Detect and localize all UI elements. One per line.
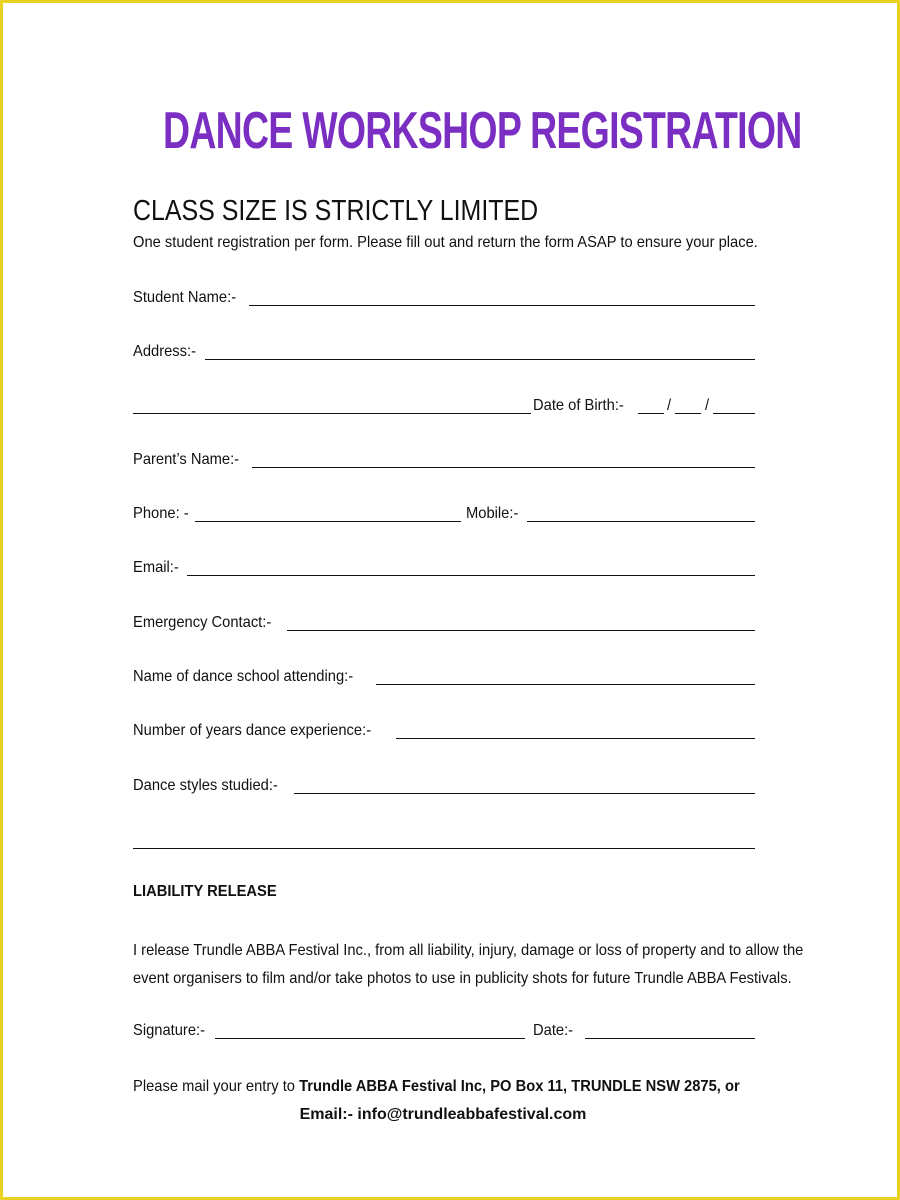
form-subtitle: CLASS SIZE IS STRICTLY LIMITED	[133, 195, 539, 227]
emergency-contact-field[interactable]	[133, 610, 755, 634]
address-dob-row[interactable]	[133, 393, 755, 417]
dance-school-label: Name of dance school attending:-	[133, 668, 354, 685]
dob-separator: /	[667, 397, 672, 414]
parents-name-label: Parent’s Name:-	[133, 451, 240, 468]
dance-school-input[interactable]	[376, 684, 755, 685]
dance-styles-input-line2[interactable]	[133, 848, 755, 849]
student-name-input[interactable]	[249, 305, 755, 306]
years-experience-input[interactable]	[396, 738, 755, 739]
signature-date-row[interactable]	[133, 1018, 755, 1042]
mail-address: Trundle ABBA Festival Inc, PO Box 11, TRUNDLE NSW 2875, or	[299, 1078, 740, 1095]
emergency-contact-label: Emergency Contact:-	[133, 614, 272, 631]
dance-styles-continuation[interactable]	[133, 828, 755, 852]
student-name-field[interactable]	[133, 285, 755, 309]
phone-label: Phone: -	[133, 505, 189, 522]
liability-release-heading: LIABILITY RELEASE	[133, 883, 277, 900]
form-intro: One student registration per form. Please fill out and return the form ASAP to ensure your place.	[133, 234, 758, 251]
phone-mobile-row[interactable]	[133, 501, 755, 525]
email-input[interactable]	[187, 575, 755, 576]
date-input[interactable]	[585, 1038, 755, 1039]
dance-styles-label: Dance styles studied:-	[133, 777, 278, 794]
form-title: DANCE WORKSHOP REGISTRATION	[163, 102, 802, 160]
signature-input[interactable]	[215, 1038, 525, 1039]
email-field[interactable]	[133, 555, 755, 579]
phone-input[interactable]	[195, 521, 461, 522]
dob-year-input[interactable]	[713, 413, 755, 414]
email-label: Email:-	[133, 559, 179, 576]
mail-prefix: Please mail your entry to	[133, 1078, 300, 1095]
emergency-contact-input[interactable]	[287, 630, 755, 631]
dob-day-input[interactable]	[638, 413, 664, 414]
mobile-input[interactable]	[527, 521, 755, 522]
dob-month-input[interactable]	[675, 413, 701, 414]
liability-line: I release Trundle ABBA Festival Inc., from all liability, injury, damage or loss of property and to allow the	[133, 942, 804, 959]
years-experience-label: Number of years dance experience:-	[133, 722, 372, 739]
signature-label: Signature:-	[133, 1022, 206, 1039]
years-experience-field[interactable]	[133, 718, 755, 742]
email-contact-label: Email:-	[299, 1106, 358, 1123]
mobile-label: Mobile:-	[466, 505, 519, 522]
date-of-birth-label: Date of Birth:-	[533, 397, 625, 414]
liability-line: event organisers to film and/or take photos to use in publicity shots for future Trundle ABBA Festivals.	[133, 970, 792, 987]
address-input-line1[interactable]	[205, 359, 755, 360]
mail-instructions	[133, 1073, 753, 1129]
parents-name-field[interactable]	[133, 447, 755, 471]
date-label: Date:-	[533, 1022, 574, 1039]
parents-name-input[interactable]	[252, 467, 755, 468]
address-input-line2[interactable]	[133, 413, 531, 414]
dance-styles-field[interactable]	[133, 773, 755, 797]
address-label: Address:-	[133, 343, 196, 360]
dob-separator: /	[704, 397, 709, 414]
address-field[interactable]	[133, 339, 755, 363]
student-name-label: Student Name:-	[133, 289, 237, 306]
dance-styles-input-line1[interactable]	[294, 793, 755, 794]
liability-release-text	[133, 937, 804, 993]
email-contact-link[interactable]: info@trundleabbafestival.com	[357, 1106, 587, 1123]
dance-school-field[interactable]	[133, 664, 755, 688]
